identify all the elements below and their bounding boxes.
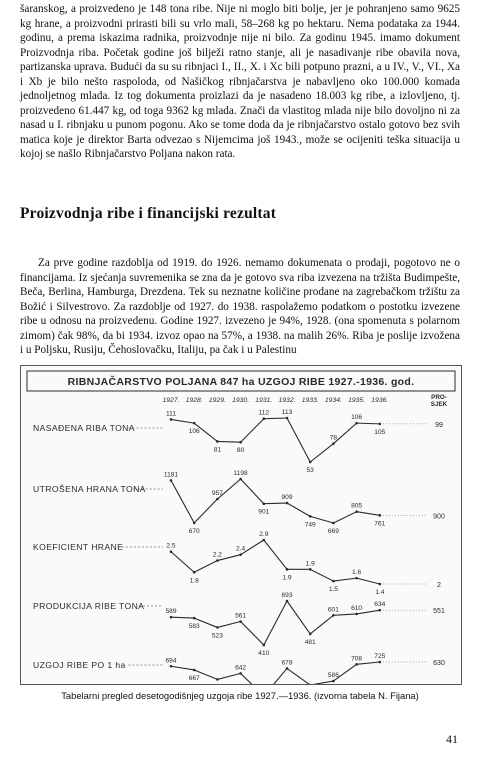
data-point (355, 613, 358, 616)
body-paragraph-1: šaranskog, a proizvedeno je 148 tona ribe. Nije ni moglo biti bolje, jer je pohranjeno samo 9625 kg hrane, a proizvodni prirasti bili su vrlo mali, 58–268 kg po hektaru. Nema podataka za 1944. godinu, a prema iskazima radnika, proizvodnje nije ni bilo. Za godinu 1945. imamo dokument Proizvodnja riba. Početak godine još bilježi ratno stanje, ali je nasadivanje ribe obavila nova, partizanska uprava. Budući da su su ribnjaci I., II., X. i Xc bili potpuno prazni, a u IV., V., VI., Xa i Xb je bilo nešto raspoloda, od Našičkog ribnjačarstva je nabavljeno oko 100.000 komada jednoljetnog mlada. Iz tog dokumenta proizlazi da je nasadeno 18.003 kg ribe, a izlovljeno, tj. proizvedeno 61.447 kg, od toga 9362 kg mlada. Znači da vlastitog mlada nije bilo dovoljno ni za nasad u I. ribnjaku u punom pogonu. Ako se tome doda da je ribnjačarstvo ostalo gotovo bez svih matica koje je direktor Barta odvezao s Nijemcima još 1943., može se ocijeniti teška situacija u kojoj se našlo Ribnjačarstvo Poljana nakon rata. (20, 3, 460, 161)
year-label: 1927. (162, 397, 180, 404)
data-label: 1.4 (375, 589, 385, 596)
year-label: 1932. (278, 397, 296, 404)
average-value: 630 (433, 660, 445, 667)
data-label: 601 (327, 606, 339, 614)
data-label: 2.2 (212, 551, 222, 559)
data-point (239, 620, 242, 623)
data-label: 678 (281, 659, 293, 667)
data-label: 909 (281, 494, 293, 502)
series-segment (264, 668, 287, 684)
data-point (379, 514, 382, 517)
chart-title: RIBNJAČARSTVO POLJANA 847 ha UZGOJ RIBE 1927.-1936. god. (67, 376, 415, 388)
series-segment (194, 499, 217, 523)
year-label: 1933. (301, 397, 319, 404)
body-paragraph-2: Za prve godine razdoblja od 1919. do 1926. nemamo dokumenata o prodaji, pogotovo ne o financijama. Iz sjećanja suvremenika se zna da je gotovo sva riba izvezena na tržišta Budimpešte, Beča, Berlina, Hamburga, Drezdena. Tek su neznatne količine prodane na zagrebačkom tržištu za Božić i Silvestrovo. Za razdoblje od 1927. do 1938. raspolažemo podatkom o postotku izvezene ribe u odnosu na proizvedenu. Godine 1927. izvezeno je 94%, 1928. (ona spomenuta s polarnom zimom) čak 98%, da bi 1934. izvoz opao na 57%, a 1938. na malih 26%. Riba je poslije izvožena i u Poljsku, Rusiju, Čehoslovačku, Italiju, pa čak i u Palestinu (20, 257, 460, 357)
data-point (286, 502, 289, 505)
year-label: 1935. (348, 397, 366, 404)
average-value: 99 (435, 421, 443, 429)
series-segment (333, 512, 356, 523)
data-label: 725 (374, 653, 386, 660)
data-point (309, 633, 312, 636)
data-label: 805 (351, 502, 363, 510)
data-point (332, 680, 335, 683)
data-point (263, 502, 266, 505)
data-point (379, 661, 382, 664)
data-point (170, 479, 173, 482)
series-segment (287, 418, 310, 462)
data-label: 78 (329, 434, 338, 442)
data-point (355, 577, 358, 580)
series-segment (333, 578, 356, 581)
data-label: 1.5 (328, 586, 338, 594)
data-label: 106 (188, 428, 200, 436)
series-label: UZGOJ RIBE PO 1 ha (33, 660, 126, 670)
data-label: 2.5 (166, 542, 176, 550)
year-label: 1931. (255, 397, 273, 404)
data-point (332, 580, 335, 583)
series-segment (241, 622, 264, 645)
data-point (239, 478, 242, 481)
data-label: 2.9 (259, 531, 269, 538)
series-segment (241, 419, 264, 442)
data-label: 667 (188, 674, 200, 682)
data-label: 749 (304, 521, 316, 529)
series-segment (357, 423, 380, 424)
data-label: 586 (327, 672, 339, 680)
figure-caption: Tabelarni pregled desetogodišnjeg uzgoja ribe 1927.—1936. (izvorna tabela N. Fijana) (61, 690, 419, 701)
data-label: 1.9 (282, 574, 292, 582)
production-chart (21, 366, 461, 684)
data-point (216, 440, 219, 443)
series-label: UTROŠENA HRANA TONA (33, 484, 146, 494)
data-point (309, 568, 312, 571)
data-point (263, 417, 266, 420)
series-segment (217, 622, 240, 628)
data-point (286, 417, 289, 420)
data-point (379, 583, 382, 586)
data-label: 669 (327, 528, 339, 535)
series-segment (310, 681, 333, 684)
data-label: 694 (165, 657, 177, 665)
data-label: 2.4 (236, 545, 246, 553)
series-segment (194, 561, 217, 573)
series-segment (171, 480, 194, 523)
data-label: 1.9 (305, 560, 315, 568)
data-point (239, 553, 242, 556)
data-point (263, 644, 266, 647)
series-segment (171, 617, 194, 618)
data-point (193, 669, 196, 672)
series-segment (287, 601, 310, 634)
series-segment (171, 419, 194, 423)
data-point (379, 609, 382, 612)
data-label: 589 (165, 608, 177, 616)
average-header: SJEK (430, 401, 448, 408)
data-label: 523 (211, 632, 223, 640)
data-label: 112 (258, 409, 270, 417)
data-point (286, 667, 289, 670)
data-point (286, 600, 289, 603)
data-point (332, 522, 335, 525)
data-label: 901 (258, 508, 270, 516)
year-label: 1930. (232, 397, 250, 404)
data-label: 610 (351, 604, 363, 612)
data-point (170, 616, 173, 619)
data-label: 693 (281, 592, 293, 599)
data-point (170, 418, 173, 421)
series-segment (333, 614, 356, 615)
average-value: 2 (437, 582, 441, 589)
data-point (216, 559, 219, 562)
series-segment (171, 552, 194, 573)
data-point (355, 422, 358, 425)
series-segment (357, 578, 380, 584)
series-segment (357, 512, 380, 516)
series-segment (264, 418, 287, 419)
series-segment (264, 503, 287, 504)
series-segment (217, 673, 240, 679)
data-label: 111 (165, 410, 177, 418)
data-point (379, 423, 382, 426)
average-value: 551 (433, 608, 445, 616)
data-label: 761 (374, 520, 386, 528)
data-point (216, 678, 219, 681)
data-point (355, 663, 358, 666)
series-segment (310, 569, 333, 581)
series-segment (357, 662, 380, 664)
data-label: 708 (351, 655, 363, 663)
series-segment (310, 615, 333, 634)
data-label: 410 (258, 650, 270, 657)
data-point (216, 626, 219, 629)
data-label: 1.8 (189, 577, 199, 585)
data-label: 957 (211, 490, 223, 498)
data-point (193, 522, 196, 525)
series-segment (217, 441, 240, 442)
data-label: 80 (236, 447, 245, 455)
data-label: 642 (235, 664, 247, 672)
data-point (193, 422, 196, 425)
series-label: KOEFICIENT HRANE (33, 542, 124, 552)
series-segment (287, 668, 310, 684)
series-segment (241, 673, 264, 684)
data-point (193, 571, 196, 574)
data-point (170, 665, 173, 668)
data-label: 481 (304, 638, 316, 646)
series-segment (171, 666, 194, 670)
page-number: 41 (446, 732, 458, 746)
year-label: 1929. (208, 397, 226, 404)
chart-figure (20, 365, 462, 685)
data-label: 1181 (163, 471, 179, 479)
series-label: PRODUKCIJA RIBE TONA (33, 601, 145, 611)
data-label: 105 (374, 428, 386, 436)
data-label: 583 (188, 623, 200, 631)
data-point (355, 510, 358, 513)
year-label: 1928. (185, 397, 203, 404)
data-point (170, 550, 173, 553)
data-point (263, 539, 266, 542)
data-label: 670 (188, 527, 200, 535)
series-segment (241, 479, 264, 504)
series-label: NASAĐENA RIBA TONA (33, 423, 135, 433)
data-label: 1.6 (352, 569, 362, 577)
data-point (216, 498, 219, 501)
data-label: 1198 (233, 470, 248, 477)
section-heading: Proizvodnja ribe i financijski rezultat (20, 205, 277, 222)
data-label: 106 (351, 414, 363, 422)
year-label: 1936. (371, 397, 389, 404)
data-point (286, 568, 289, 571)
series-segment (264, 540, 287, 569)
data-label: 634 (374, 601, 386, 609)
data-label: 81 (213, 446, 222, 454)
data-point (193, 617, 196, 620)
data-label: 53 (306, 467, 314, 474)
data-point (332, 614, 335, 617)
data-point (332, 442, 335, 445)
data-point (239, 672, 242, 675)
data-point (239, 441, 242, 444)
series-segment (287, 503, 310, 516)
series-segment (264, 601, 287, 645)
data-point (309, 515, 312, 518)
data-label: 113 (281, 409, 293, 416)
year-label: 1934. (324, 397, 342, 404)
data-label: 561 (235, 612, 247, 620)
average-value: 900 (433, 513, 445, 521)
average-header: PRO- (431, 394, 447, 401)
data-point (309, 461, 312, 464)
series-segment (310, 444, 333, 462)
